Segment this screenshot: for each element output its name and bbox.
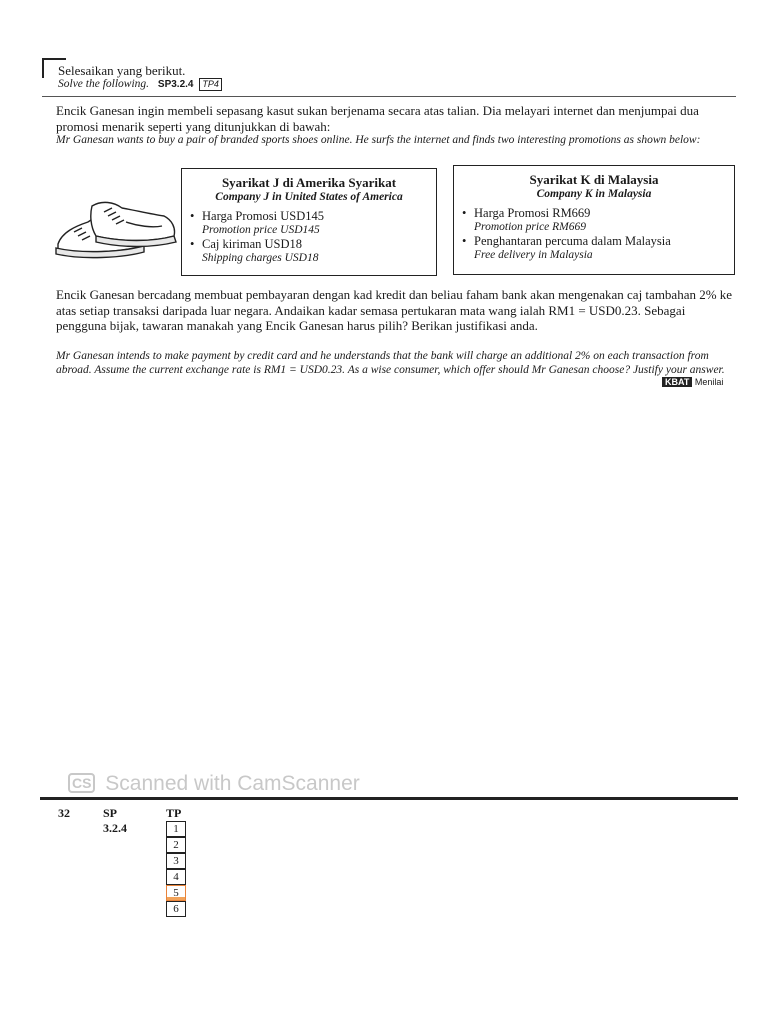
tp-level-group bbox=[166, 806, 190, 917]
instruction-en-text: Solve the following. bbox=[58, 78, 150, 90]
offer-list bbox=[182, 209, 436, 265]
intro-en: Mr Ganesan wants to buy a pair of branded sports shoes online. He surfs the internet and finds two interesting promotions as shown below: bbox=[56, 134, 701, 146]
offer-item-en: Promotion price RM669 bbox=[474, 221, 587, 233]
question-en: Mr Ganesan intends to make payment by credit card and he understands that the bank will charge an additional 2% on each transaction from abroad. Assume the current exchange rate is RM1 = USD0.23. As a wise consumer, which offer should Mr Ganesan choose? Justify your answer. bbox=[56, 350, 725, 376]
instruction-ms: Selesaikan yang berikut. bbox=[58, 63, 186, 78]
divider bbox=[42, 96, 736, 97]
offer-item bbox=[202, 209, 436, 237]
tp-label: TP bbox=[166, 806, 181, 820]
tp-level-5: 5 bbox=[166, 885, 186, 901]
instruction-en bbox=[58, 78, 222, 91]
tp-level-1: 1 bbox=[166, 821, 186, 837]
tp-badge: TP4 bbox=[199, 78, 222, 91]
standard-code: SP3.2.4 bbox=[157, 79, 194, 90]
offer-title: Syarikat K di Malaysia bbox=[529, 172, 659, 187]
offer-item-ms: Harga Promosi USD145 bbox=[202, 209, 324, 223]
offer-item bbox=[474, 206, 734, 234]
offer-item-ms: Caj kiriman USD18 bbox=[202, 237, 302, 251]
offer-card-company-k bbox=[453, 165, 735, 275]
offer-item bbox=[474, 234, 734, 262]
offer-item-en: Promotion price USD145 bbox=[202, 224, 320, 236]
offer-title: Syarikat J di Amerika Syarikat bbox=[221, 175, 397, 190]
offer-subtitle: Company K in Malaysia bbox=[536, 188, 652, 200]
tp-level-4: 4 bbox=[166, 869, 186, 885]
scanner-watermark bbox=[68, 772, 360, 796]
offer-list bbox=[454, 206, 734, 262]
offer-card-company-j bbox=[181, 168, 437, 276]
footer-standard-code: SP 3.2.4 bbox=[103, 806, 127, 835]
kbat-label: Menilai bbox=[694, 377, 724, 387]
offer-item bbox=[202, 237, 436, 265]
offer-subtitle: Company J in United States of America bbox=[215, 191, 403, 203]
tp-level-2: 2 bbox=[166, 837, 186, 853]
watermark-text: Scanned with CamScanner bbox=[105, 772, 360, 795]
footer-divider bbox=[40, 797, 738, 800]
kbat-badge bbox=[662, 377, 723, 387]
corner-mark bbox=[42, 58, 44, 78]
sports-shoes-illustration bbox=[52, 192, 182, 262]
tp-level-6: 6 bbox=[166, 901, 186, 917]
intro-ms: Encik Ganesan ingin membeli sepasang kasut sukan berjenama secara atas talian. Dia melayari internet dan menjumpai dua promosi menarik seperti yang ditunjukkan di bawah: bbox=[56, 103, 699, 134]
offer-item-en: Free delivery in Malaysia bbox=[474, 249, 593, 261]
camscanner-logo: CS bbox=[68, 773, 95, 793]
corner-mark bbox=[42, 58, 66, 60]
kbat-tag: KBAT bbox=[662, 377, 692, 387]
offer-item-ms: Harga Promosi RM669 bbox=[474, 206, 591, 220]
tp-level-3: 3 bbox=[166, 853, 186, 869]
question-ms: Encik Ganesan bercadang membuat pembayaran dengan kad kredit dan beliau faham bank akan mengenakan caj tambahan 2% ke atas setiap transaksi daripada luar negara. Andaikan kadar semasa pertukaran mata wang ialah RM1 = USD0.23. Sebagai pengguna bijak, tawaran manakah yang Encik Ganesan harus pilih? Berikan justifikasi anda. bbox=[56, 287, 733, 333]
offer-item-ms: Penghantaran percuma dalam Malaysia bbox=[474, 234, 671, 248]
offer-item-en: Shipping charges USD18 bbox=[202, 252, 319, 264]
page-number: 32 bbox=[58, 806, 70, 820]
